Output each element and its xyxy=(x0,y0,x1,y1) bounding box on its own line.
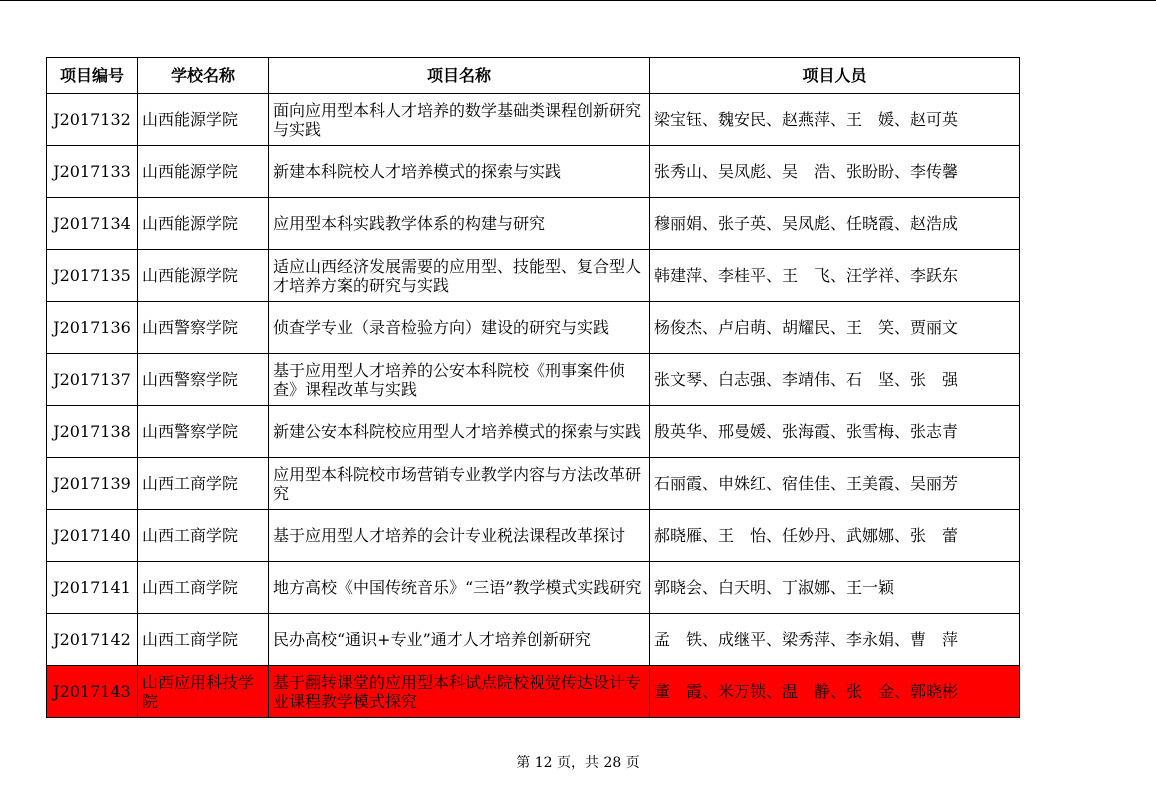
header-project-name: 项目名称 xyxy=(269,58,650,94)
table-row xyxy=(47,458,1020,510)
cell-project-name: 侦查学专业（录音检验方向）建设的研究与实践 xyxy=(269,302,650,354)
cell-project-members: 韩建萍、李桂平、王 飞、汪学祥、李跃东 xyxy=(650,250,1020,302)
cell-school-name: 山西应用科技学院 xyxy=(138,666,269,718)
cell-project-name: 基于翻转课堂的应用型本科试点院校视觉传达设计专业课程教学模式探究 xyxy=(269,666,650,718)
table-row xyxy=(47,614,1020,666)
cell-project-members: 梁宝钰、魏安民、赵燕萍、王 媛、赵可英 xyxy=(650,94,1020,146)
cell-project-name: 应用型本科院校市场营销专业教学内容与方法改革研究 xyxy=(269,458,650,510)
cell-project-members: 郭晓会、白天明、丁淑娜、王一颖 xyxy=(650,562,1020,614)
cell-school-name: 山西能源学院 xyxy=(138,146,269,198)
cell-project-members: 郝晓雁、王 怡、任妙丹、武娜娜、张 蕾 xyxy=(650,510,1020,562)
table-header-row xyxy=(47,58,1020,94)
cell-project-code: J2017143 xyxy=(47,666,138,718)
table-row xyxy=(47,146,1020,198)
cell-school-name: 山西工商学院 xyxy=(138,614,269,666)
table-row xyxy=(47,198,1020,250)
cell-project-name: 基于应用型人才培养的会计专业税法课程改革探讨 xyxy=(269,510,650,562)
cell-school-name: 山西警察学院 xyxy=(138,302,269,354)
cell-school-name: 山西能源学院 xyxy=(138,250,269,302)
cell-project-code: J2017141 xyxy=(47,562,138,614)
cell-project-members: 张文琴、白志强、李靖伟、石 坚、张 强 xyxy=(650,354,1020,406)
table-body xyxy=(47,94,1020,718)
cell-project-code: J2017135 xyxy=(47,250,138,302)
top-border-line xyxy=(0,0,1156,1)
cell-project-members: 董 霞、米万锁、温 静、张 金、郭晓彬 xyxy=(650,666,1020,718)
cell-school-name: 山西警察学院 xyxy=(138,354,269,406)
cell-project-code: J2017138 xyxy=(47,406,138,458)
cell-project-name: 新建公安本科院校应用型人才培养模式的探索与实践 xyxy=(269,406,650,458)
header-project-code: 项目编号 xyxy=(47,58,138,94)
cell-project-name: 基于应用型人才培养的公安本科院校《刑事案件侦查》课程改革与实践 xyxy=(269,354,650,406)
header-project-members: 项目人员 xyxy=(650,58,1020,94)
cell-project-name: 新建本科院校人才培养模式的探索与实践 xyxy=(269,146,650,198)
cell-school-name: 山西警察学院 xyxy=(138,406,269,458)
cell-school-name: 山西工商学院 xyxy=(138,510,269,562)
cell-project-name: 适应山西经济发展需要的应用型、技能型、复合型人才培养方案的研究与实践 xyxy=(269,250,650,302)
header-school-name: 学校名称 xyxy=(138,58,269,94)
cell-school-name: 山西能源学院 xyxy=(138,198,269,250)
table-row xyxy=(47,666,1020,718)
table-row xyxy=(47,302,1020,354)
cell-project-members: 孟 铁、成继平、梁秀萍、李永娟、曹 萍 xyxy=(650,614,1020,666)
cell-project-code: J2017134 xyxy=(47,198,138,250)
cell-project-name: 民办高校“通识+专业”通才人才培养创新研究 xyxy=(269,614,650,666)
cell-project-code: J2017132 xyxy=(47,94,138,146)
table-row xyxy=(47,510,1020,562)
project-table xyxy=(46,57,1020,718)
cell-school-name: 山西工商学院 xyxy=(138,458,269,510)
cell-project-code: J2017137 xyxy=(47,354,138,406)
cell-project-name: 地方高校《中国传统音乐》“三语”教学模式实践研究 xyxy=(269,562,650,614)
cell-project-code: J2017133 xyxy=(47,146,138,198)
cell-project-code: J2017140 xyxy=(47,510,138,562)
table-row xyxy=(47,250,1020,302)
page-number: 第 12 页，共 28 页 xyxy=(516,755,640,771)
cell-school-name: 山西工商学院 xyxy=(138,562,269,614)
cell-project-code: J2017136 xyxy=(47,302,138,354)
cell-project-members: 杨俊杰、卢启萌、胡耀民、王 笑、贾丽文 xyxy=(650,302,1020,354)
cell-project-code: J2017139 xyxy=(47,458,138,510)
cell-project-name: 应用型本科实践教学体系的构建与研究 xyxy=(269,198,650,250)
table-row xyxy=(47,354,1020,406)
table-row xyxy=(47,406,1020,458)
table-row xyxy=(47,562,1020,614)
cell-project-name: 面向应用型本科人才培养的数学基础类课程创新研究与实践 xyxy=(269,94,650,146)
cell-project-members: 殷英华、邢曼媛、张海霞、张雪梅、张志青 xyxy=(650,406,1020,458)
cell-project-members: 穆丽娟、张子英、吴凤彪、任晓霞、赵浩成 xyxy=(650,198,1020,250)
cell-project-members: 石丽霞、申姝红、宿佳佳、王美霞、吴丽芳 xyxy=(650,458,1020,510)
table-row xyxy=(47,94,1020,146)
cell-school-name: 山西能源学院 xyxy=(138,94,269,146)
cell-project-members: 张秀山、吴凤彪、吴 浩、张盼盼、李传馨 xyxy=(650,146,1020,198)
cell-project-code: J2017142 xyxy=(47,614,138,666)
